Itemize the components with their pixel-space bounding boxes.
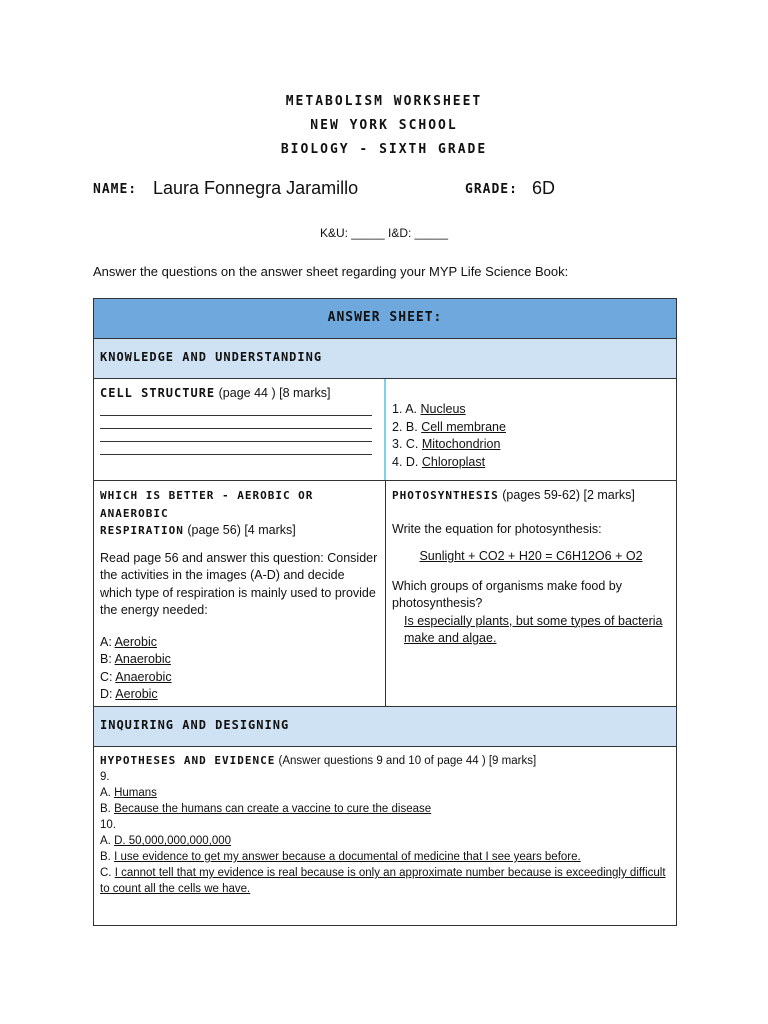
cell-structure-answers (386, 379, 676, 480)
hypotheses-row (94, 747, 676, 925)
answer-item: A: Aerobic (100, 634, 157, 649)
answer-9a: A. Humans (100, 787, 157, 799)
photosynthesis-answer[interactable]: Is especially plants, but some types of bacteria make and algae. (404, 613, 663, 645)
answer-item: 4. D. Chloroplast (392, 454, 486, 469)
name-label: NAME: (93, 182, 138, 197)
answer-item: D: Aerobic (100, 687, 158, 701)
title-line-3: BIOLOGY - SIXTH GRADE (280, 142, 488, 157)
cell-structure-question (94, 379, 386, 480)
answer-value[interactable]: Anaerobic (115, 669, 172, 684)
ku-section-title: KNOWLEDGE AND UNDERSTANDING (100, 350, 323, 364)
answer-sheet-header (94, 299, 676, 339)
grade-value[interactable]: 6D (532, 178, 556, 198)
photosynthesis-detail: (pages 59-62) [2 marks] (502, 488, 635, 502)
question-9-label: 9. (100, 771, 110, 783)
answer-value[interactable]: Cell membrane (421, 419, 506, 434)
photosynthesis-heading: PHOTOSYNTHESIS (392, 489, 499, 502)
blank-line (100, 442, 372, 455)
hypotheses-heading: HYPOTHESES AND EVIDENCE (100, 754, 276, 767)
respiration-cell (94, 481, 386, 706)
photosynthesis-question-1: Write the equation for photosynthesis: (392, 521, 602, 536)
respiration-detail: (page 56) [4 marks] (187, 523, 296, 537)
cell-structure-heading: CELL STRUCTURE (100, 386, 216, 400)
hypotheses-cell (94, 747, 676, 925)
answer-value[interactable]: Nucleus (420, 402, 466, 416)
title-line-2: NEW YORK SCHOOL (310, 118, 458, 133)
answer-value[interactable]: Aerobic (114, 634, 157, 649)
photosynthesis-question-2: Which groups of organisms make food by photosynthesis? (392, 578, 622, 610)
title-line-1: METABOLISM WORKSHEET (285, 94, 483, 109)
answer-value[interactable]: Anaerobic (114, 652, 171, 666)
respiration-photosynthesis-row (94, 481, 676, 707)
answer-sheet (93, 298, 677, 926)
answer-item: 3. C. Mitochondrion (392, 437, 501, 451)
answer-10b: B. I use evidence to get my answer because a documental of medicine that I see years before. (100, 851, 581, 863)
answer-9b: B. Because the humans can create a vaccine to cure the disease (100, 803, 432, 815)
cell-structure-detail: (page 44 ) [8 marks] (218, 386, 331, 400)
answer-10c: C. I cannot tell that my evidence is real because is only an approximate number because is exceedingly difficult to count all the cells we have. (100, 867, 666, 895)
question-10-label: 10. (100, 819, 116, 831)
photosynthesis-equation[interactable]: Sunlight + CO2 + H20 = C6H12O6 + O2 (419, 549, 643, 563)
student-info (93, 178, 693, 204)
ku-section-header (94, 339, 676, 379)
respiration-heading-2: RESPIRATION (100, 524, 184, 537)
answer-sheet-title: ANSWER SHEET: (327, 310, 443, 325)
answer-item: 1. A. Nucleus (392, 402, 466, 416)
respiration-answers (100, 634, 379, 704)
answer-value[interactable]: Aerobic (115, 687, 158, 701)
answer-item: 2. B. Cell membrane (392, 419, 506, 434)
instructions: Answer the questions on the answer sheet regarding your MYP Life Science Book: (93, 264, 569, 279)
score-fields: K&U: _____ I&D: _____ (319, 226, 449, 240)
answer-value[interactable]: Chloroplast (421, 454, 486, 469)
answer-item: C: Anaerobic (100, 669, 172, 684)
blank-line (100, 416, 372, 429)
photosynthesis-cell (386, 481, 676, 706)
hypotheses-detail: (Answer questions 9 and 10 of page 44 ) [9 marks] (278, 755, 537, 767)
id-section-title: INQUIRING AND DESIGNING (100, 718, 290, 732)
name-value[interactable]: Laura Fonnegra Jaramillo (153, 178, 359, 198)
answer-item: B: Anaerobic (100, 652, 171, 666)
respiration-heading-1: WHICH IS BETTER - AEROBIC OR ANAEROBIC (100, 489, 314, 520)
id-section-header (94, 707, 676, 747)
answer-10a: A. D. 50,000,000,000,000 (100, 835, 232, 847)
worksheet-title (0, 90, 768, 162)
grade-label: GRADE: (465, 182, 518, 197)
answer-value[interactable]: Mitochondrion (421, 437, 501, 451)
blank-line (100, 403, 372, 416)
cell-structure-row (94, 379, 676, 481)
blank-line (100, 429, 372, 442)
respiration-question: Read page 56 and answer this question: Consider the activities in the images (A-D) and decide which type of respiration is mainly used to provide the energy needed: (100, 550, 378, 617)
